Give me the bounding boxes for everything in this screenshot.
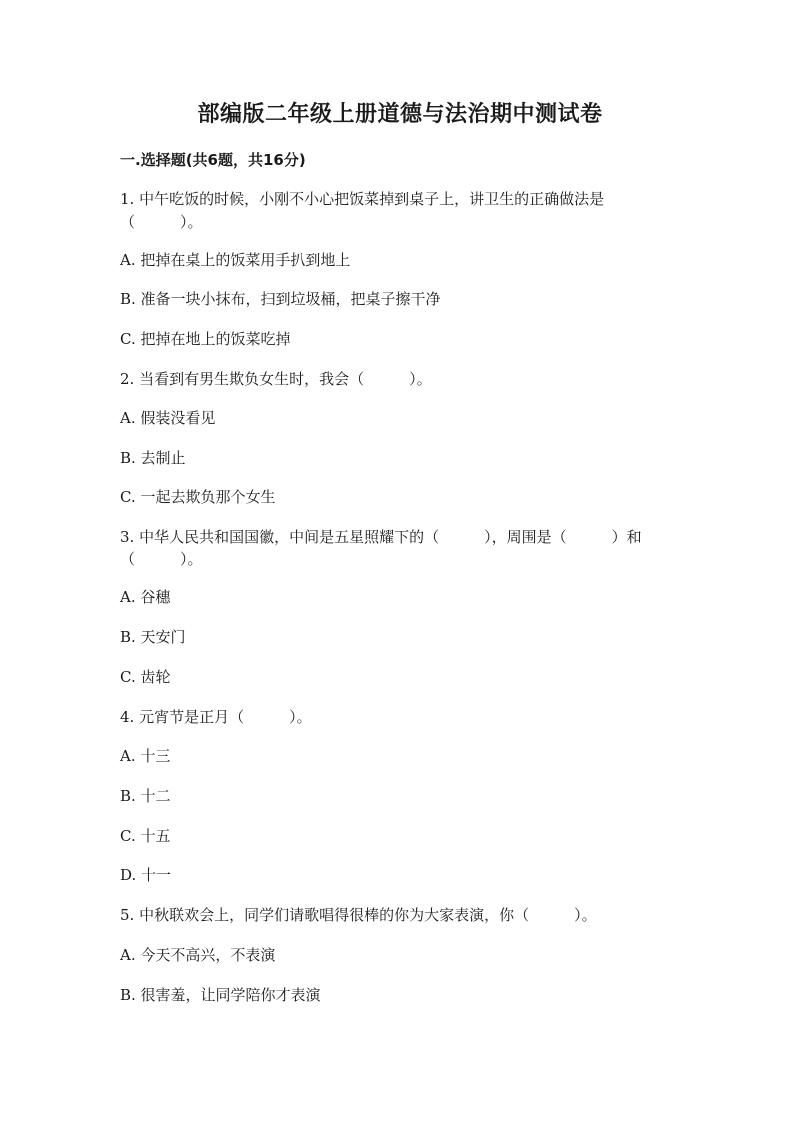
answer-option-a: A. 把掉在桌上的饭菜用手扒到地上 xyxy=(120,251,351,269)
answer-option-a: A. 假装没看见 xyxy=(120,409,216,427)
answer-option-a: A. 谷穗 xyxy=(120,588,171,606)
answer-option-c: C. 齿轮 xyxy=(120,668,171,686)
answer-option-a: A. 今天不高兴，不表演 xyxy=(120,946,276,964)
answer-option-c: C. 把掉在地上的饭菜吃掉 xyxy=(120,330,291,348)
question-stem-line: 1. 中午吃饭的时候，小刚不小心把饭菜掉到桌子上，讲卫生的正确做法是 xyxy=(120,190,605,208)
answer-option-b: B. 很害羞，让同学陪你才表演 xyxy=(120,986,321,1004)
answer-option-a: A. 十三 xyxy=(120,747,171,765)
page-title: 部编版二年级上册道德与法治期中测试卷 xyxy=(197,102,603,127)
answer-option-b: B. 去制止 xyxy=(120,449,186,467)
question-stem-line: 5. 中秋联欢会上，同学们请歌唱得很棒的你为大家表演，你（ ）。 xyxy=(120,906,597,924)
question-stem-line: 3. 中华人民共和国国徽，中间是五星照耀下的（ ），周围是（ ）和 xyxy=(120,528,642,546)
question-stem-line: （ ）。 xyxy=(120,550,203,568)
section-heading: 一.选择题(共6题，共16分) xyxy=(120,151,306,169)
answer-option-d: D. 十一 xyxy=(120,866,172,884)
answer-option-b: B. 准备一块小抹布，扫到垃圾桶，把桌子擦干净 xyxy=(120,290,441,308)
question-stem-line: （ ）。 xyxy=(120,213,203,231)
answer-option-b: B. 天安门 xyxy=(120,628,186,646)
answer-option-c: C. 一起去欺负那个女生 xyxy=(120,488,276,506)
question-stem-line: 4. 元宵节是正月（ ）。 xyxy=(120,708,312,726)
answer-option-b: B. 十二 xyxy=(120,787,171,805)
question-stem-line: 2. 当看到有男生欺负女生时，我会（ ）。 xyxy=(120,370,432,388)
answer-option-c: C. 十五 xyxy=(120,827,171,845)
